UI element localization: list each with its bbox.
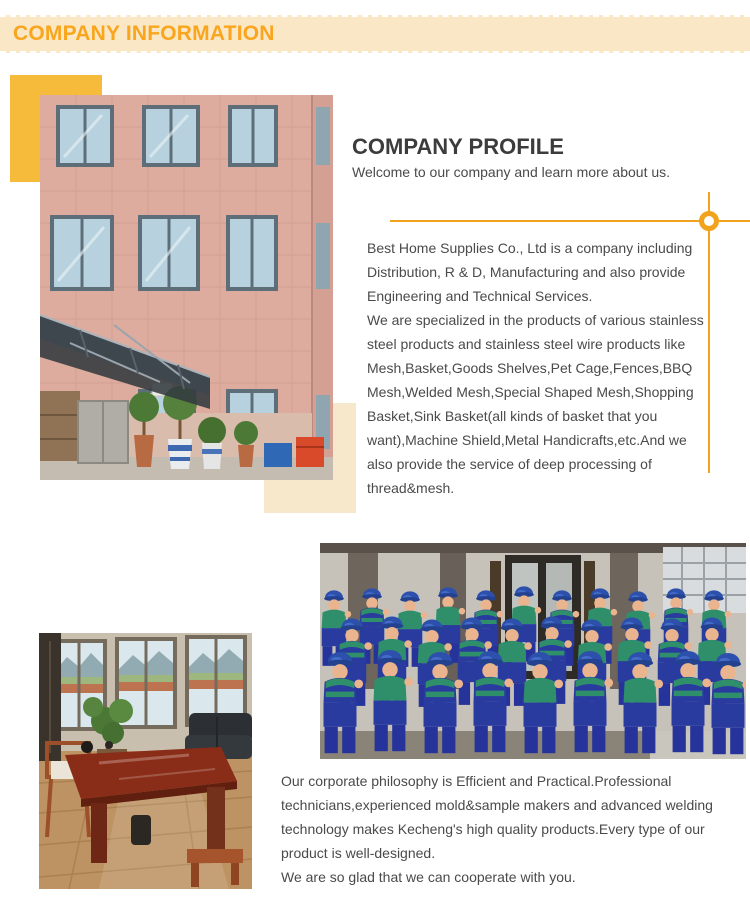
corporate-philosophy-text bbox=[281, 769, 729, 889]
office-interior-photo bbox=[39, 633, 252, 889]
worker-rows bbox=[322, 586, 746, 754]
philosophy-paragraph: We are so glad that we can cooperate with you. bbox=[281, 869, 576, 885]
company-profile-text bbox=[367, 236, 705, 500]
divider-vertical-line bbox=[708, 192, 710, 473]
section-title: COMPANY INFORMATION bbox=[13, 22, 275, 45]
factory-building-photo bbox=[40, 95, 333, 480]
building-illustration bbox=[40, 95, 333, 480]
company-profile-heading: COMPANY PROFILE bbox=[352, 134, 564, 159]
profile-paragraph: We are specialized in the products of various stainless steel products and stainless steel wire products like Mesh,Basket,Goods Shelves,Pet Cage,Fences,BBQ Mesh,Welded Mesh,Special Shaped Mesh,Shopping Basket,Sink Basket(all kinds of basket that you want),Machine Shield,Metal Handicrafts,etc.And we also provide the service of deep processing of thread&mesh. bbox=[367, 312, 704, 496]
section-header-banner bbox=[0, 15, 750, 53]
profile-paragraph: Best Home Supplies Co., Ltd is a company including Distribution, R & D, Manufacturing and also provide Engineering and Technical Services. bbox=[367, 240, 693, 304]
philosophy-paragraph: Our corporate philosophy is Efficient and Practical.Professional technicians,experienced mold&sample makers and advanced welding technology makes Kecheng's high quality products.Every type of our product is well-designed. bbox=[281, 773, 713, 861]
team-illustration bbox=[320, 543, 746, 759]
office-illustration bbox=[39, 633, 252, 889]
divider-circle-marker bbox=[699, 211, 719, 231]
company-profile-subtitle: Welcome to our company and learn more about us. bbox=[352, 164, 671, 180]
divider-horizontal-line bbox=[390, 220, 750, 222]
staff-group-photo bbox=[320, 543, 746, 759]
